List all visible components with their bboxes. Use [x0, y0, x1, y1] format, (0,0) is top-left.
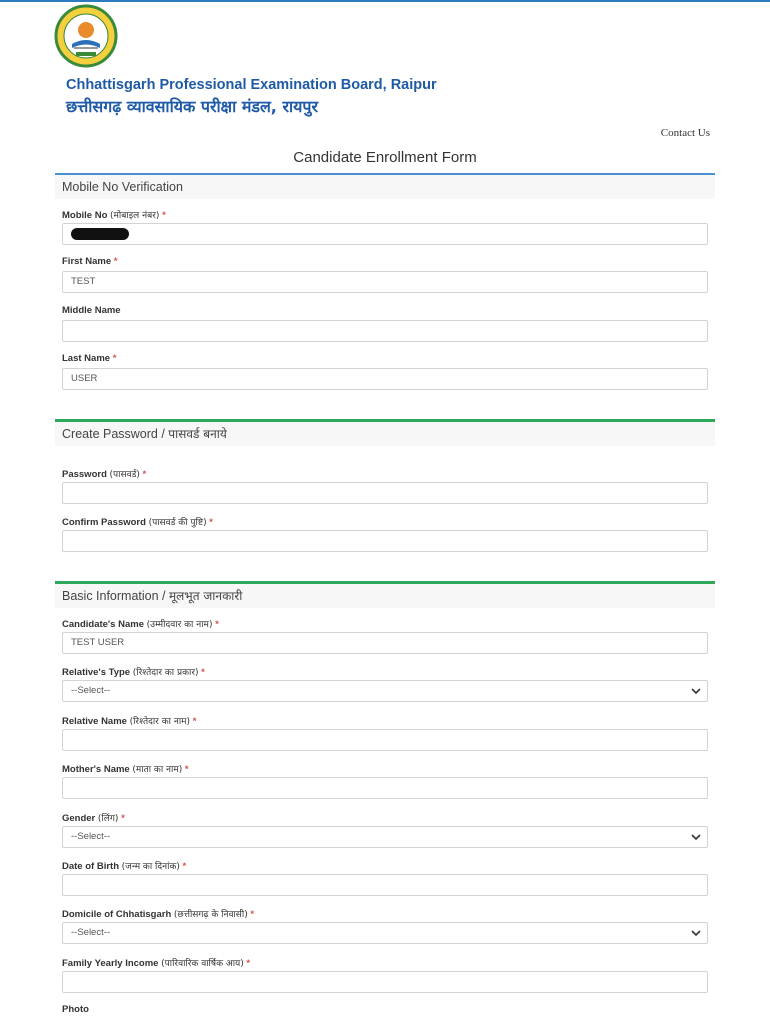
gender-select[interactable]	[62, 826, 708, 848]
middle-name-input[interactable]	[62, 320, 708, 342]
required-marker: *	[113, 256, 118, 267]
required-marker: *	[246, 958, 251, 969]
required-marker: *	[121, 813, 125, 824]
required-marker: *	[209, 517, 213, 528]
income-input[interactable]	[62, 971, 708, 993]
dob-label	[62, 859, 186, 872]
chevron-down-icon	[691, 686, 701, 696]
label-text: Candidate's Name	[62, 619, 144, 630]
last-name-input[interactable]: USER	[62, 368, 708, 390]
dob-input[interactable]	[62, 874, 708, 896]
label-text-hindi: (रिश्तेदार का नाम)	[129, 717, 191, 727]
middle-name-label	[62, 305, 121, 316]
required-marker: *	[162, 210, 166, 221]
label-text: Relative's Type	[62, 667, 131, 678]
relative-type-select[interactable]	[62, 680, 708, 702]
required-marker: *	[215, 619, 219, 630]
candidate-name-label	[62, 617, 219, 630]
section-title-hindi: पासवर्ड बनाये	[168, 427, 227, 441]
required-marker: *	[250, 909, 255, 920]
required-marker: *	[142, 469, 147, 480]
label-text: Photo	[62, 1004, 89, 1015]
label-text: Relative Name	[62, 716, 127, 727]
label-text-hindi: (पासवर्ड की पुष्टि)	[148, 518, 207, 528]
form-title: Candidate Enrollment Form	[293, 149, 477, 166]
org-name-english: Chhattisgarh Professional Examination Board, Raipur	[66, 77, 437, 93]
relative-name-input[interactable]	[62, 729, 708, 751]
mother-name-input[interactable]	[62, 777, 708, 799]
org-name-hindi: छत्तीसगढ़ व्यावसायिक परीक्षा मंडल, रायपुर	[66, 97, 319, 116]
label-text: Middle Name	[62, 305, 121, 316]
mother-name-label	[62, 762, 189, 775]
gender-label	[62, 811, 125, 824]
candidate-name-input[interactable]: TEST USER	[62, 632, 708, 654]
section-title: Basic Information /	[62, 589, 169, 603]
photo-label	[62, 1004, 89, 1015]
label-text-hindi: (मोबाइल नंबर)	[110, 211, 160, 221]
label-text: Mother's Name	[62, 764, 130, 775]
confirm-password-label	[62, 515, 213, 528]
confirm-password-input[interactable]	[62, 530, 708, 552]
select-value: --Select--	[71, 685, 111, 696]
section-heading-basic	[55, 584, 715, 608]
section-title: Create Password /	[62, 427, 169, 441]
required-marker: *	[201, 667, 205, 678]
cgvyapam-logo-icon[interactable]	[54, 4, 118, 68]
section-title-hindi: मूलभूत जानकारी	[169, 589, 243, 603]
label-text: Last Name	[62, 353, 111, 364]
label-text: Mobile No	[62, 210, 108, 221]
password-label	[62, 467, 146, 480]
mobile-label	[62, 208, 166, 221]
domicile-label	[62, 907, 254, 920]
relative-name-label	[62, 714, 196, 727]
select-value: --Select--	[71, 831, 111, 842]
label-text: Gender	[62, 813, 96, 824]
required-marker: *	[192, 716, 197, 727]
label-text-hindi: (जन्म का दिनांक)	[121, 862, 180, 872]
required-marker: *	[184, 764, 189, 775]
chevron-down-icon	[691, 928, 701, 938]
label-text-hindi: (माता का नाम)	[132, 765, 183, 775]
label-text-hindi: (पारिवारिक वार्षिक आय)	[161, 959, 244, 969]
label-text: First Name	[62, 256, 112, 267]
label-text: Confirm Password	[62, 517, 146, 528]
top-accent-line	[0, 0, 770, 2]
label-text: Date of Birth	[62, 861, 119, 872]
label-text: Password	[62, 469, 107, 480]
section-heading-mobile	[55, 175, 715, 199]
first-name-input[interactable]: TEST	[62, 271, 708, 293]
label-text-hindi: (छत्तीसगढ़ के निवासी)	[173, 910, 248, 920]
first-name-label	[62, 256, 117, 267]
required-marker: *	[112, 353, 117, 364]
label-text-hindi: (लिंग)	[97, 814, 119, 824]
chevron-down-icon	[691, 832, 701, 842]
label-text: Domicile of Chhatisgarh	[62, 909, 172, 920]
section-heading-password	[55, 422, 715, 446]
select-value: --Select--	[71, 927, 111, 938]
password-input[interactable]	[62, 482, 708, 504]
mobile-input[interactable]	[62, 223, 708, 245]
income-label	[62, 956, 250, 969]
domicile-select[interactable]	[62, 922, 708, 944]
required-marker: *	[182, 861, 187, 872]
relative-type-label	[62, 665, 205, 678]
section-title: Mobile No Verification	[62, 180, 183, 194]
label-text: Family Yearly Income	[62, 958, 159, 969]
label-text-hindi: (उम्मीदवार का नाम)	[146, 620, 213, 630]
label-text-hindi: (रिश्तेदार का प्रकार)	[132, 668, 199, 678]
label-text-hindi: (पासवर्ड)	[109, 470, 140, 480]
last-name-label	[62, 353, 116, 364]
contact-us-link[interactable]: Contact Us	[660, 127, 710, 139]
redacted-mobile-number	[71, 228, 129, 240]
